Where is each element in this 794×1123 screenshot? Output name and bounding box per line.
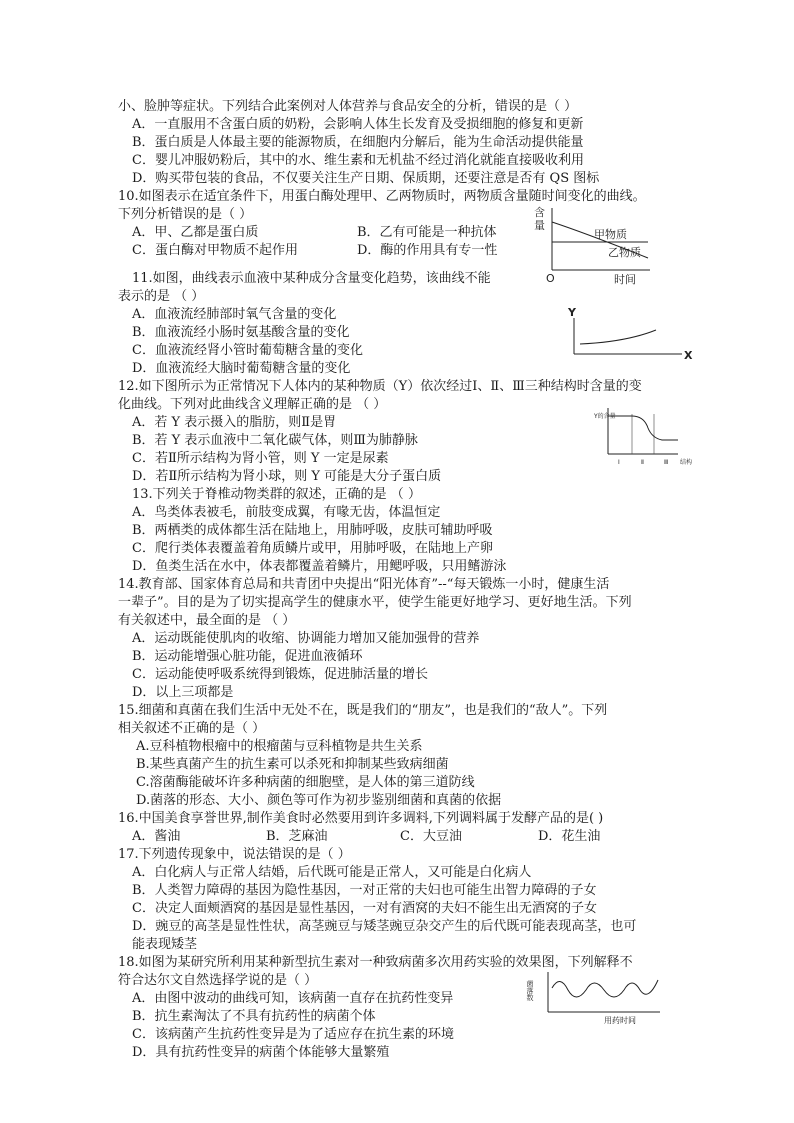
q17-option-c: C．决定人面颊酒窝的基因是显性基因，一对有酒窝的夫妇不能生出无酒窝的子女 (132, 901, 597, 916)
q11-stem-line2: 表示的是 （ ） (118, 289, 205, 304)
q10-fig-ylabel-1: 含 (534, 206, 545, 219)
q11-option-d: D．血液流经大脑时葡萄糖含量的变化 (132, 361, 351, 376)
q15-stem: 15.细菌和真菌在我们生活中无处不在，既是我们的“朋友”，也是我们的“敌人”。下列 (118, 703, 608, 718)
q11-fig-curve (580, 330, 656, 344)
q16-option-a: A．酱油 (132, 829, 181, 844)
q11-fig-xlabel: X (684, 349, 693, 362)
q12-fig-tick-3: Ⅲ (664, 459, 669, 466)
q9-stem-continuation: 小、脸肿等症状。下列结合此案例对人体营养与食品安全的分析，错误的是（ ） (118, 99, 578, 114)
q12-stem: 12.如下图所示为正常情况下人体内的某种物质（Y）依次经过Ⅰ、Ⅱ、Ⅲ三种结构时含量的变 (118, 379, 642, 394)
q12-option-d: D．若Ⅱ所示结构为肾小球，则 Y 可能是大分子蛋白质 (132, 469, 442, 484)
q11-option-c: C．血液流经肾小管时葡萄糖含量的变化 (132, 343, 363, 358)
q10-fig-xlabel: 时间 (614, 273, 636, 286)
q15-option-d: D.菌落的形态、大小、颜色等可作为初步鉴别细菌和真菌的依据 (136, 793, 502, 808)
q14-option-a: A．运动既能使肌肉的收缩、协调能力增加又能加强骨的营养 (132, 631, 480, 646)
q10-figure (528, 204, 658, 286)
q15-option-b: B.某些真菌产生的抗生素可以杀死和抑制某些致病细菌 (136, 757, 449, 772)
q14-option-d: D．以上三项都是 (132, 685, 234, 700)
q15-stem-line2: 相关叙述不正确的是（ ） (118, 721, 266, 736)
q18-option-d: D．具有抗药性变异的病菌个体能够大量繁殖 (132, 1045, 390, 1060)
q14-option-c: C．运动能使呼吸系统得到锻炼，促进肺活量的增长 (132, 667, 428, 682)
q10-stem: 10.如图表示在适宜条件下，用蛋白酶处理甲、乙两物质时，两物质含量随时间变化的曲线。 (118, 189, 646, 204)
q17-option-d: D．豌豆的高茎是显性性状，高茎豌豆与矮茎豌豆杂交产生的后代既可能表现高茎，也可 (132, 919, 637, 934)
q18-stem-line2: 符合达尔文自然选择学说的是（ ） (118, 973, 318, 988)
q14-stem-line3: 有关叙述中，最全面的是 （ ） (118, 613, 296, 628)
q12-option-c: C．若Ⅱ所示结构为肾小管，则 Y 一定是尿素 (132, 451, 389, 466)
q9-option-c: C．婴儿冲服奶粉后，其中的水、维生素和无机盐不经过消化就能直接吸收利用 (132, 153, 584, 168)
q13-option-c: C．爬行类体表覆盖着角质鳞片或甲，用肺呼吸，在陆地上产卵 (132, 541, 493, 556)
q10-fig-ylabel-2: 量 (534, 219, 545, 232)
q12-fig-tick-2: Ⅱ (641, 459, 644, 466)
q13-stem: 13.下列关于脊椎动物类群的叙述，正确的是 （ ） (132, 487, 421, 502)
q12-stem-line2: 化曲线。下列对此曲线含义理解正确的是 （ ） (118, 397, 387, 412)
q18-fig-curve (552, 980, 658, 997)
q16-stem: 16.中国美食享誉世界,制作美食时必然要用到许多调料,下列调料属于发酵产品的是( ) (118, 811, 604, 826)
q11-stem: 11.如图，曲线表示血液中某种成分含量变化趋势，该曲线不能 (132, 271, 491, 286)
q16-option-c: C．大豆油 (400, 829, 462, 844)
q13-option-d: D．鱼类生活在水中，体表都覆盖着鳞片，用鳃呼吸，只用鳍游泳 (132, 559, 507, 574)
q12-option-b: B．若 Y 表示血液中二氧化碳气体，则Ⅲ为肺静脉 (132, 433, 418, 448)
q17-option-d-line2: 能表现矮茎 (132, 937, 198, 952)
q17-option-a: A．白化病人与正常人结婚，后代既可能是正常人，又可能是白化病人 (132, 865, 532, 880)
q9-option-d: D．购买带包装的食品，不仅要关注生产日期、保质期，还要注意是否有 QS 图标 (132, 171, 600, 186)
q14-stem: 14.教育部、国家体育总局和共青团中央提出“阳光体育”--“每天锻炼一小时，健康生活 (118, 577, 610, 592)
q12-fig-xlabel: 结构 (680, 459, 693, 466)
q18-option-a: A．由图中波动的曲线可知，该病菌一直存在抗药性变异 (132, 991, 454, 1006)
q10-fig-label-jia: 甲物质 (594, 228, 627, 241)
q10-stem-line2: 下列分析错误的是（ ） (118, 207, 253, 222)
q10-fig-origin: O (546, 272, 555, 285)
q16-option-b: B．芝麻油 (266, 829, 328, 844)
q10-fig-label-yi: 乙物质 (608, 246, 641, 259)
q18-stem: 18.如图为某研究所利用某种新型抗生素对一种致病菌多次用药实验的效果图，下列解释不 (118, 955, 633, 970)
q17-option-b: B．人类智力障碍的基因为隐性基因，一对正常的夫妇也可能生出智力障碍的子女 (132, 883, 597, 898)
q18-option-c: C．该病菌产生抗药性变异是为了适应存在抗生素的环境 (132, 1027, 454, 1042)
q15-option-c: C.溶菌酶能破坏许多种病菌的细胞壁，是人体的第三道防线 (136, 775, 475, 790)
q11-option-b: B．血液流经小肠时氨基酸含量的变化 (132, 325, 350, 340)
q9-option-b: B．蛋白质是人体最主要的能源物质，在细胞内分解后，能为生命活动提供能量 (132, 135, 584, 150)
q12-fig-tick-1: Ⅰ (618, 459, 620, 466)
q17-stem: 17.下列遗传现象中，说法错误的是（ ） (118, 847, 351, 862)
q12-fig-ylabel: Y的含量 (594, 413, 616, 420)
q18-fig-xlabel: 用药时间 (604, 1016, 636, 1025)
q10-option-c: C．蛋白酶对甲物质不起作用 (132, 243, 298, 258)
q15-option-a: A.豆科植物根瘤中的根瘤菌与豆科植物是共生关系 (136, 739, 423, 754)
q11-option-a: A．血液流经肺部时氧气含量的变化 (132, 307, 337, 322)
q10-option-d: D．酶的作用具有专一性 (357, 243, 498, 258)
q11-fig-ylabel: Y (568, 306, 576, 319)
q18-figure (528, 968, 668, 1024)
q12-option-a: A．若 Y 表示摄入的脂肪，则Ⅱ是胃 (132, 415, 337, 430)
q10-option-b: B．乙有可能是一种抗体 (357, 225, 497, 240)
q18-fig-ylabel: 菌落数 (526, 980, 534, 1001)
q18-option-b: B．抗生素淘汰了不具有抗药性的病菌个体 (132, 1009, 376, 1024)
q14-option-b: B．运动能增强心脏功能，促进血液循环 (132, 649, 363, 664)
q12-fig-curve (608, 416, 678, 440)
q16-option-d: D．花生油 (538, 829, 601, 844)
q13-option-b: B．两栖类的成体都生活在陆地上，用肺呼吸，皮肤可辅助呼吸 (132, 523, 493, 538)
q13-option-a: A．鸟类体表被毛，前肢变成翼，有喙无齿，体温恒定 (132, 505, 441, 520)
q10-option-a: A．甲、乙都是蛋白质 (132, 225, 259, 240)
q12-figure (590, 404, 702, 466)
q9-option-a: A．一直服用不含蛋白质的奶粉，会影响人体生长发育及受损细胞的修复和更新 (132, 117, 584, 132)
q14-stem-line2: 一辈子”。目的是为了切实提高学生的健康水平，使学生能更好地学习、更好地生活。下列 (118, 595, 632, 610)
q11-figure (566, 304, 696, 362)
